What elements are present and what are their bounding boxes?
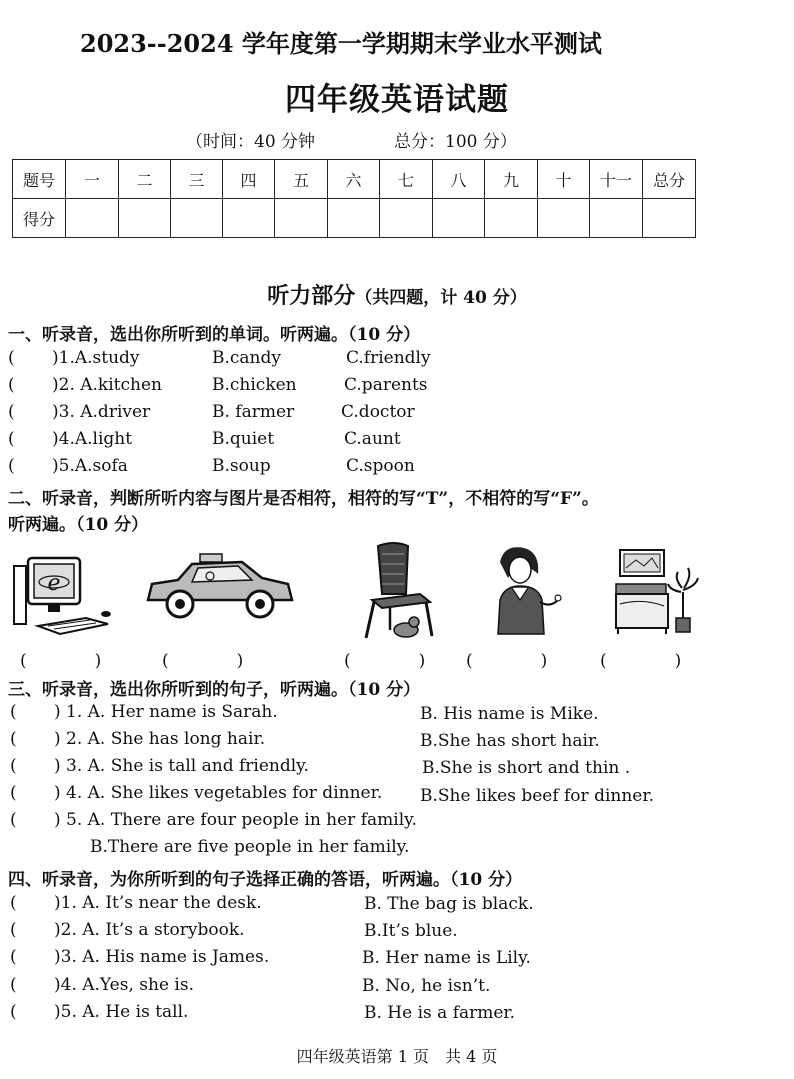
bedroom-picture xyxy=(608,548,702,638)
taxi-picture xyxy=(142,552,296,620)
option-b: B.soup xyxy=(212,456,271,476)
part1-heading: 一、听录音，选出你所听到的单词。听两遍。（10 分） xyxy=(8,325,421,345)
score-cell-empty xyxy=(433,199,485,238)
score-table-cell: 十 xyxy=(538,160,590,199)
answer-paren: ( xyxy=(8,429,15,449)
answer-blank-2: ( ) xyxy=(162,651,244,671)
exam-title-line1: 2023--2024 学年度第一学期期末学业水平测试 xyxy=(80,29,602,58)
listening-heading-note: （共四题，计 40 分） xyxy=(355,288,527,308)
score-cell-empty xyxy=(119,199,171,238)
score-cell-empty xyxy=(275,199,328,238)
answer-paren: ( xyxy=(8,375,15,395)
answer-blank-4: ( ) xyxy=(466,651,548,671)
option-c: C.friendly xyxy=(346,348,431,368)
part2-heading-line2: 听两遍。（10 分） xyxy=(8,515,149,535)
score-cell-empty xyxy=(485,199,538,238)
option-a: ) 3. A. She is tall and friendly. xyxy=(54,756,309,776)
score-table-cell: 六 xyxy=(328,160,380,199)
option-b: B.It’s blue. xyxy=(364,921,458,941)
option-a: )1. A. It’s near the desk. xyxy=(54,893,262,913)
option-b: B.She has short hair. xyxy=(420,731,600,751)
score-cell-empty xyxy=(328,199,380,238)
answer-blank-1: ( ) xyxy=(20,651,102,671)
option-a: )1.A.study xyxy=(52,348,140,368)
woman-picture xyxy=(484,544,564,636)
answer-paren: ( xyxy=(10,1002,17,1022)
answer-paren: ( xyxy=(10,810,17,830)
score-table-header-row xyxy=(13,160,696,199)
option-a: )4. A.Yes, she is. xyxy=(54,975,194,995)
answer-paren: ( xyxy=(10,729,17,749)
page-footer: 四年级英语第 1 页 共 4 页 xyxy=(296,1047,498,1066)
score-table-cell: 总分 xyxy=(643,160,696,199)
option-b: B.chicken xyxy=(212,375,297,395)
option-a: ) 1. A. Her name is Sarah. xyxy=(54,702,278,722)
listening-heading-text: 听力部分 xyxy=(267,283,356,309)
score-cell-empty xyxy=(66,199,119,238)
exam-time: （时间：40 分钟 xyxy=(186,132,316,152)
score-table-cell: 一 xyxy=(66,160,119,199)
score-table-cell: 二 xyxy=(119,160,171,199)
score-table-cell: 五 xyxy=(275,160,328,199)
option-b: B.quiet xyxy=(212,429,275,449)
score-table-row-label: 得分 xyxy=(13,199,66,238)
computer-picture xyxy=(10,552,114,642)
option-b: B.She likes beef for dinner. xyxy=(420,786,655,806)
answer-paren: ( xyxy=(8,402,15,422)
option-a: ) 4. A. She likes vegetables for dinner. xyxy=(54,783,383,803)
option-b: B.candy xyxy=(212,348,281,368)
answer-blank-5: ( ) xyxy=(600,651,682,671)
part2-heading-line1: 二、听录音，判断所听内容与图片是否相符，相符的写“T”，不相符的写“F”。 xyxy=(8,489,599,509)
score-cell-empty xyxy=(223,199,275,238)
option-a: ) 2. A. She has long hair. xyxy=(54,729,266,749)
option-a: )5. A. He is tall. xyxy=(54,1002,189,1022)
option-a: )3. A.driver xyxy=(52,402,151,422)
score-cell-empty xyxy=(538,199,590,238)
answer-paren: ( xyxy=(10,975,17,995)
option-a: ) 5. A. There are four people in her family. xyxy=(54,810,417,830)
exam-title-line2: 四年级英语试题 xyxy=(285,82,509,118)
answer-blank-3: ( ) xyxy=(344,651,426,671)
score-cell-empty xyxy=(643,199,696,238)
answer-paren: ( xyxy=(10,702,17,722)
option-c: C.spoon xyxy=(346,456,415,476)
option-b: B. His name is Mike. xyxy=(420,704,599,724)
option-b: B.She is short and thin . xyxy=(422,758,631,778)
answer-paren: ( xyxy=(10,893,17,913)
score-table-cell: 四 xyxy=(223,160,275,199)
option-c: C.parents xyxy=(344,375,428,395)
score-cell-empty xyxy=(171,199,223,238)
svg-text:e: e xyxy=(47,571,61,596)
part3-heading: 三、听录音，选出你所听到的句子，听两遍。（10 分） xyxy=(8,680,421,700)
option-b: B. He is a farmer. xyxy=(364,1003,516,1023)
score-table-cell: 七 xyxy=(380,160,433,199)
score-table xyxy=(12,159,696,238)
option-a: )4.A.light xyxy=(52,429,133,449)
option-a: )3. A. His name is James. xyxy=(54,947,270,967)
score-table-cell: 九 xyxy=(485,160,538,199)
option-c: C.doctor xyxy=(341,402,415,422)
answer-paren: ( xyxy=(10,947,17,967)
answer-paren: ( xyxy=(10,756,17,776)
score-cell-empty xyxy=(380,199,433,238)
answer-paren: ( xyxy=(8,348,15,368)
exam-total-score: 总分：100 分） xyxy=(394,132,517,152)
option-b: B. No, he isn’t. xyxy=(362,976,491,996)
score-cell-empty xyxy=(590,199,643,238)
listening-section-heading xyxy=(0,279,794,310)
answer-paren: ( xyxy=(10,783,17,803)
answer-paren: ( xyxy=(8,456,15,476)
part4-heading: 四、听录音，为你所听到的句子选择正确的答语，听两遍。（10 分） xyxy=(8,870,523,890)
option-a: )2. A. It’s a storybook. xyxy=(54,920,245,940)
option-b: B.There are five people in her family. xyxy=(90,837,410,857)
option-b: B. farmer xyxy=(212,402,295,422)
answer-paren: ( xyxy=(10,920,17,940)
score-table-cell: 十一 xyxy=(590,160,643,199)
score-table-score-row xyxy=(13,199,696,238)
option-a: )2. A.kitchen xyxy=(52,375,162,395)
option-c: C.aunt xyxy=(344,429,401,449)
option-b: B. The bag is black. xyxy=(364,894,534,914)
chair-with-cat-picture xyxy=(360,542,440,642)
score-table-cell: 三 xyxy=(171,160,223,199)
score-table-cell: 八 xyxy=(433,160,485,199)
option-a: )5.A.sofa xyxy=(52,456,128,476)
score-table-cell: 题号 xyxy=(13,160,66,199)
option-b: B. Her name is Lily. xyxy=(362,948,531,968)
